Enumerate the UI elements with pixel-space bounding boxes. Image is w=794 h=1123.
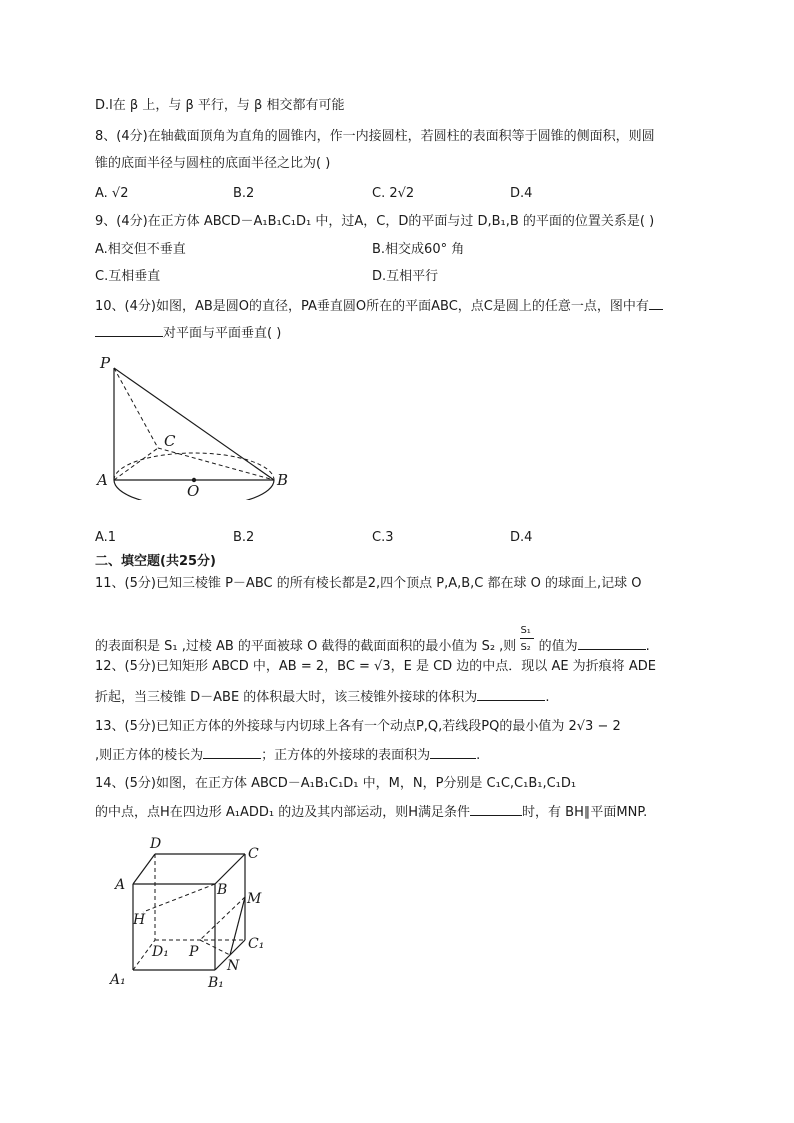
q9-option-d: D.互相平行	[372, 269, 439, 284]
label-c: C	[164, 432, 176, 450]
edge-b-c	[215, 854, 245, 884]
q10-option-b: B.2	[233, 530, 255, 545]
q10-figure	[92, 348, 302, 500]
segment-mp	[200, 897, 245, 940]
q11-text-b: 的值为	[538, 639, 578, 654]
edge-a-d	[133, 854, 155, 884]
q12-text: 折起，当三棱锥 D－ABE 的体积最大时，该三棱锥外接球的体积为	[95, 690, 478, 705]
label-a: A	[115, 877, 126, 893]
q10-stem-text: 10、(4分)如图，AB是圆O的直径，PA垂直圆O所在的平面ABC，点C是圆上的任意一点，图中有	[95, 299, 649, 314]
fraction-numerator: S₁	[520, 625, 531, 636]
q10-stem-line1	[95, 297, 663, 316]
label-b: B	[277, 471, 289, 489]
label-b: B	[217, 882, 228, 898]
q14-stem-line1: 14、(5分)如图，在正方体 ABCD－A₁B₁C₁D₁ 中，M，N，P分别是 C₁C,C₁B₁,C₁D₁	[95, 776, 577, 791]
q14-figure	[105, 832, 280, 992]
segment-mn	[230, 897, 245, 955]
q9-option-c: C.互相垂直	[95, 269, 161, 284]
q11-answer-blank	[578, 637, 646, 650]
label-a1: A₁	[110, 972, 126, 988]
fraction-denominator: S₂	[520, 642, 531, 653]
label-c: C	[248, 846, 259, 862]
q12-stem-line2	[95, 688, 549, 707]
q8-option-a: A. √2	[95, 186, 129, 201]
q14-text-a: 的中点，点H在四边形 A₁ADD₁ 的边及其内部运动，则H满足条件	[95, 805, 471, 820]
q13-answer-blank-1	[203, 746, 261, 759]
q13-end: .	[476, 748, 481, 763]
label-n: N	[227, 958, 240, 974]
q10-option-a: A.1	[95, 530, 117, 545]
q12-stem-line1: 12、(5分)已知矩形 ABCD 中，AB = 2，BC = √3，E 是 CD 边的中点．现以 AE 为折痕将 ADE	[95, 659, 656, 674]
q13-stem-line2	[95, 746, 480, 765]
q11-fraction	[520, 626, 534, 656]
label-h: H	[133, 912, 146, 928]
q10-option-d: D.4	[510, 530, 533, 545]
q8-stem-line1: 8、(4分)在轴截面顶角为直角的圆锥内，作一内接圆柱，若圆柱的表面积等于圆锥的侧面积，则圆	[95, 129, 655, 144]
q13-text-b: ；正方体的外接球的表面积为	[261, 748, 431, 763]
q9-option-a: A.相交但不垂直	[95, 242, 186, 257]
q12-end: .	[545, 690, 550, 705]
q11-stem-line2	[95, 626, 650, 656]
q11-stem-line1: 11、(5分)已知三棱锥 P－ABC 的所有棱长都是2,四个顶点 P,A,B,C 都在球 O 的球面上,记球 O	[95, 576, 642, 591]
q14-text-b: 时，有 BH∥平面MNP.	[522, 805, 648, 820]
q9-stem: 9、(4分)在正方体 ABCD－A₁B₁C₁D₁ 中，过A，C，D的平面与过 D,B₁,B 的平面的位置关系是( )	[95, 214, 655, 229]
q11-end: .	[645, 639, 650, 654]
circle-back-arc	[114, 453, 274, 480]
q13-stem-line1: 13、(5分)已知正方体的外接球与内切球上各有一个动点P,Q,若线段PQ的最小值为 2√3 − 2	[95, 719, 621, 734]
segment-ac	[114, 448, 158, 480]
q14-stem-line2	[95, 803, 647, 822]
segment-cb	[158, 448, 274, 480]
q8-option-c: C. 2√2	[372, 186, 415, 201]
label-p: P	[189, 944, 199, 960]
label-m: M	[247, 891, 262, 907]
segment-pb	[114, 368, 274, 480]
q12-answer-blank	[477, 688, 545, 701]
q13-text-a: ,则正方体的棱长为	[95, 748, 204, 763]
label-b1: B₁	[208, 975, 224, 991]
q10-stem-line2	[95, 324, 281, 343]
q14-answer-blank	[470, 803, 522, 816]
q10-option-c: C.3	[372, 530, 394, 545]
q8-stem-line2: 锥的底面半径与圆柱的底面半径之比为( )	[95, 156, 331, 171]
q13-answer-blank-2	[430, 746, 476, 759]
q7-option-d: D.l在 β 上，与 β 平行，与 β 相交都有可能	[95, 98, 345, 113]
label-a: A	[97, 471, 108, 489]
q10-answer-blank	[95, 324, 163, 337]
label-o: O	[187, 482, 200, 500]
label-d1: D₁	[152, 944, 169, 960]
section-title-fill-in: 二、填空题(共25分)	[95, 554, 216, 569]
q10-stem-text2: 对平面与平面垂直( )	[163, 326, 282, 341]
segment-bh	[143, 884, 215, 912]
label-d: D	[150, 836, 162, 852]
q8-option-d: D.4	[510, 186, 533, 201]
label-p: P	[100, 354, 111, 372]
segment-pc	[114, 368, 158, 448]
label-c1: C₁	[248, 936, 265, 952]
q11-text-a: 的表面积是 S₁ ,过棱 AB 的平面被球 O 截得的截面面积的最小值为 S₂ ,则	[95, 639, 517, 654]
q10-blank-start	[649, 297, 663, 310]
q8-option-b: B.2	[233, 186, 255, 201]
q9-option-b: B.相交成60° 角	[372, 242, 465, 257]
